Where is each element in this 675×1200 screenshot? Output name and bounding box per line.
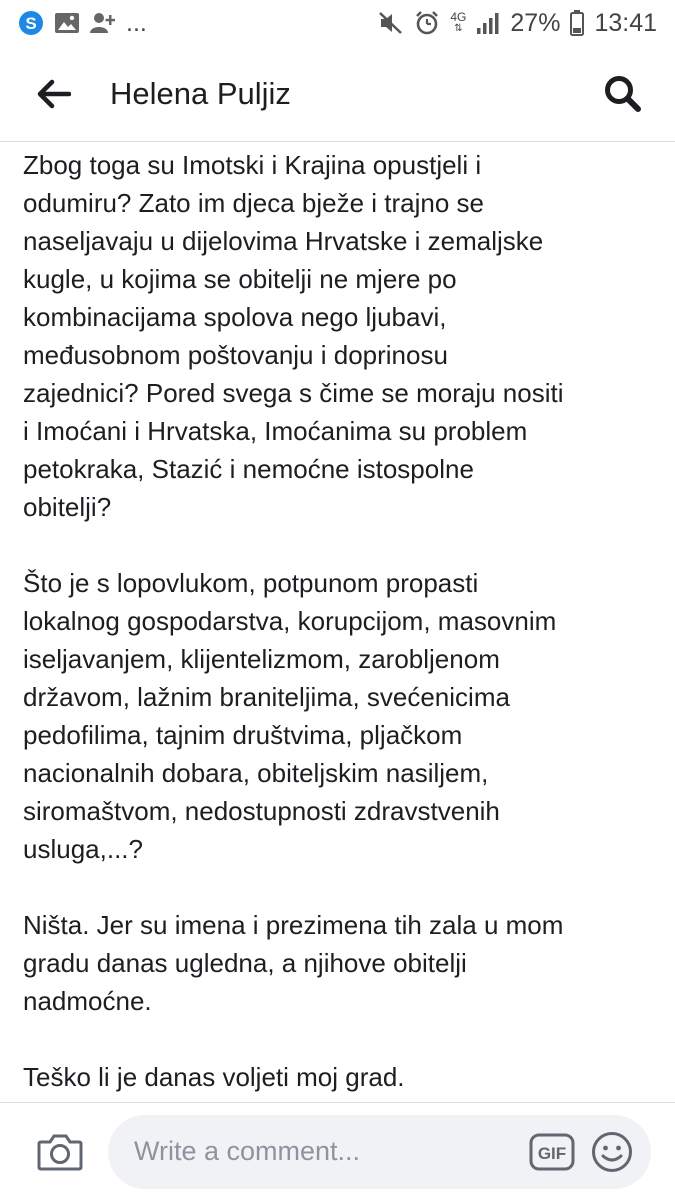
gif-label: GIF (537, 1143, 567, 1163)
back-button[interactable] (34, 74, 74, 114)
post-paragraph: Zbog toga su Imotski i Krajina opustjeli i odumiru? Zato im djeca bježe i trajno se naseljavaju u dijelovima Hrvatske i zemaljske kugle, u kojima se obitelji ne mjere po kombinacijama spolova nego ljubavi, međusobnom poštovanju i doprinosu zajednici? Pored svega s čime se moraju nositi i Imoćani i Hrvatska, Imoćanima su problem petokraka, Stazić i nemoćne istospolne obitelji? (23, 150, 564, 522)
camera-icon (37, 1132, 83, 1172)
status-right (378, 9, 657, 38)
gif-button[interactable] (529, 1132, 575, 1172)
search-icon (604, 75, 642, 113)
emoji-button[interactable] (591, 1131, 633, 1173)
status-more: ... (126, 8, 147, 37)
search-button[interactable] (601, 72, 645, 116)
post-content (23, 142, 653, 1102)
post-paragraph: Ništa. Jer su imena i prezimena tih zala u mom gradu danas ugledna, a njihove obitelji nadmoćne. (23, 910, 564, 1016)
status-left (18, 9, 147, 38)
mute-icon (378, 11, 404, 35)
comment-input[interactable] (132, 1135, 513, 1168)
svg-text:S: S (25, 14, 37, 33)
alarm-icon (414, 10, 440, 36)
network-type (450, 11, 466, 35)
image-icon (54, 11, 80, 35)
clock: 13:41 (594, 8, 657, 37)
network-type-label: 4G (450, 10, 467, 24)
battery-icon (570, 10, 584, 36)
post-paragraph: Teško li je danas voljeti moj grad. (23, 1062, 405, 1092)
post-paragraph: Što je s lopovlukom, potpunom propasti lokalnog gospodarstva, korupcijom, masovnim iseljavanjem, klijentelizmom, zarobljenom državom, lažnim braniteljima, svećenicima pedofilima, tajnim društvima, pljačkom nacionalnih dobara, obiteljskim nasiljem, siromaštvom, nedostupnosti zdravstvenih usluga,...? (23, 568, 557, 864)
page-title: Helena Puljiz (110, 75, 291, 111)
skype-icon (18, 10, 44, 36)
status-bar (0, 0, 675, 46)
comment-input-wrapper (108, 1115, 651, 1189)
comment-bar (0, 1102, 675, 1200)
camera-button[interactable] (36, 1128, 84, 1176)
emoji-icon (591, 1131, 633, 1173)
back-arrow-icon (37, 79, 71, 109)
header (0, 46, 675, 142)
data-arrows-icon: ⇅ (454, 23, 463, 34)
signal-icon (476, 11, 500, 35)
battery-percent: 27% (510, 8, 561, 37)
gif-icon (529, 1132, 575, 1172)
add-person-icon (90, 11, 116, 35)
